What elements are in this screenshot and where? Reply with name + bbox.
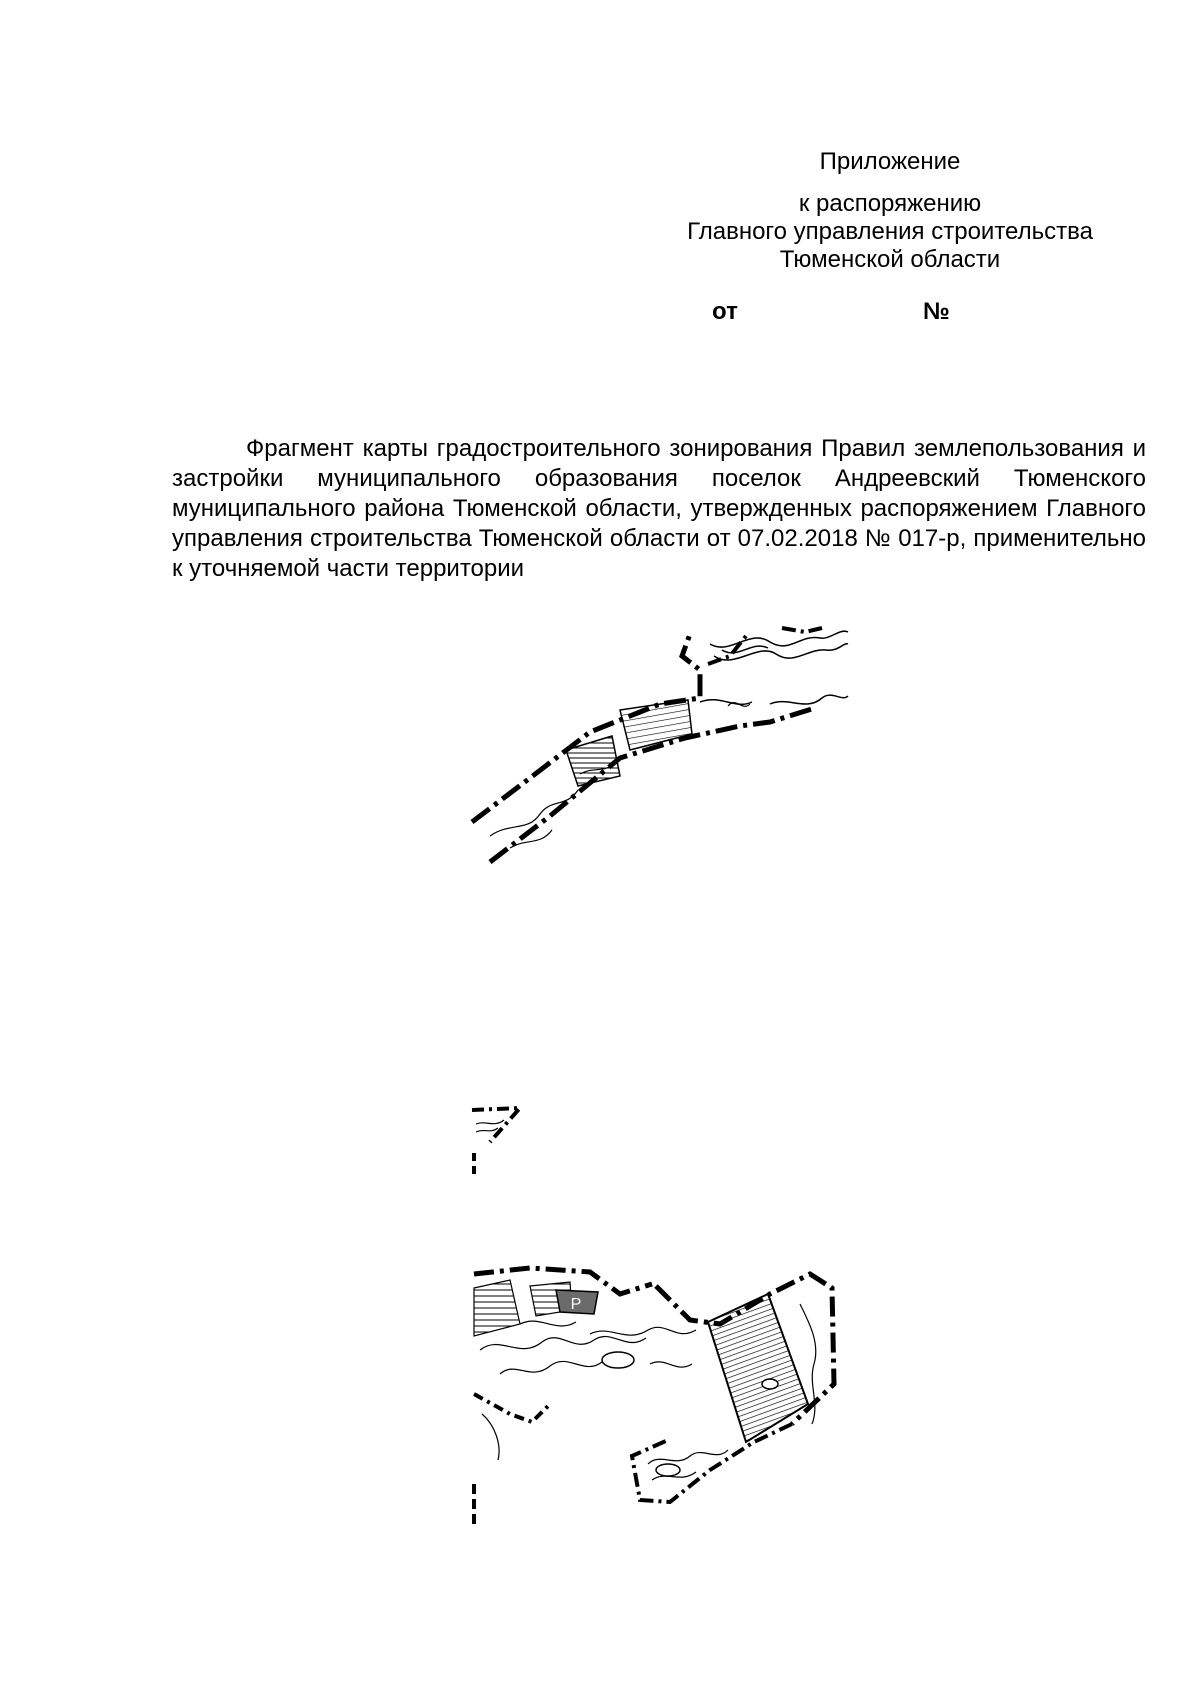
map-fragment-middle — [470, 1106, 530, 1176]
fragment-description: Фрагмент карты градостроительного зонирования Правил землепользования и застройки муниципального образования поселок Андреевский Тюменского муниципального района Тюменской области, утвержденных распоряжением Главного управления строительства Тюменской области от 07.02.2018 № 017-р, применительно к уточняемой части территории — [172, 435, 1146, 582]
appendix-line-1: к распоряжению — [798, 190, 982, 217]
map-fragment-top — [470, 626, 850, 876]
order-number-label: № — [923, 298, 950, 325]
map-fragment-bottom — [470, 1264, 850, 1524]
river-lines-top — [700, 631, 848, 704]
header-spacer — [650, 176, 1130, 190]
appendix-line-3: Тюменской области — [779, 246, 1001, 273]
zone-marker-r — [556, 1290, 598, 1314]
appendix-line-2: Главного управления строительства — [687, 218, 1093, 245]
zone-boundary-middle — [472, 1108, 520, 1142]
appendix-title: Приложение — [819, 148, 961, 175]
zone-marker-label: Р — [570, 1296, 582, 1313]
order-date-label: от — [712, 298, 738, 325]
appendix-header — [650, 148, 1130, 274]
